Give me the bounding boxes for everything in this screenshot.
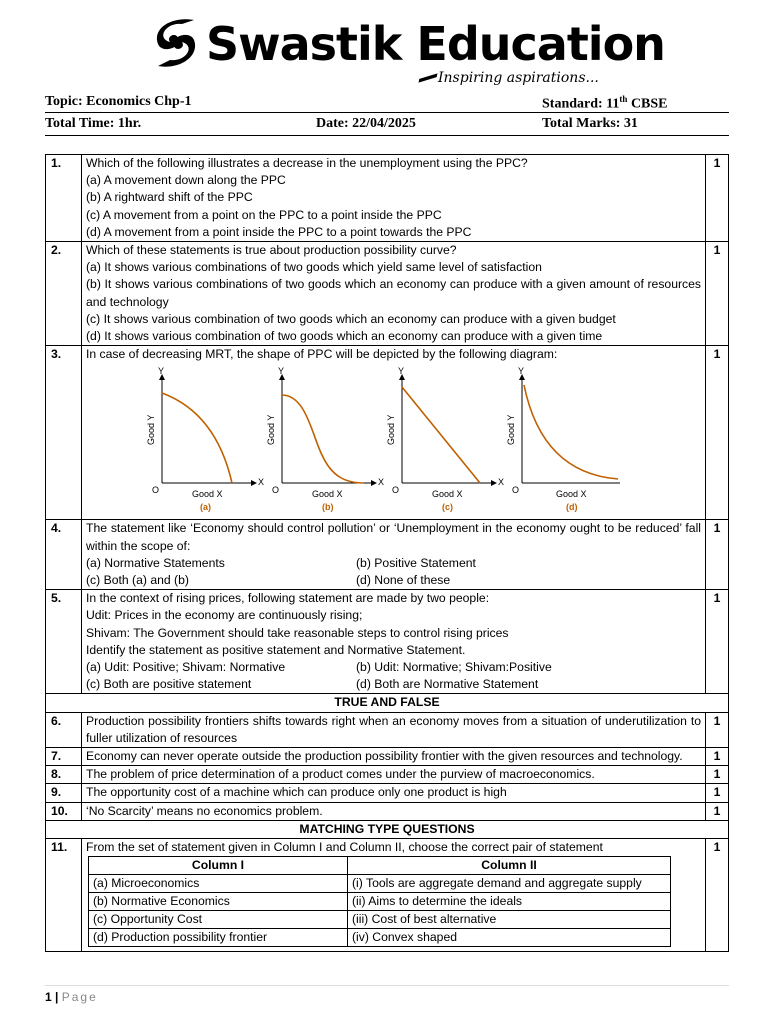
option: (d) It shows various combination of two goods which an economy can produce with a given time	[86, 329, 603, 344]
ppc-graph-c	[386, 366, 504, 512]
question-marks: 1	[706, 748, 729, 766]
question-marks: 1	[706, 766, 729, 784]
question-row	[46, 155, 729, 242]
graph-caption: (d)	[566, 502, 578, 513]
origin-label: O	[152, 485, 160, 496]
question-row	[46, 839, 729, 952]
good-y-label: Good Y	[146, 415, 156, 446]
question-number: 4.	[46, 520, 82, 590]
option: (c) A movement from a point on the PPC to a point inside the PPC	[86, 207, 442, 222]
question-row	[46, 242, 729, 346]
graph-caption: (b)	[322, 502, 334, 513]
svg-text:Good Y: Good Y	[506, 415, 516, 446]
date: Date: 22/04/2025	[316, 116, 416, 131]
svg-text:Y: Y	[278, 366, 285, 377]
column-header: Column I	[89, 857, 348, 875]
svg-text:O: O	[272, 485, 280, 496]
ppc-diagrams	[146, 365, 626, 515]
option: (a) A movement down along the PPC	[86, 173, 286, 188]
brand-logo	[148, 14, 665, 74]
header-divider-bottom	[45, 135, 729, 136]
question-marks: 1	[706, 784, 729, 802]
ppc-curve-c	[402, 387, 480, 483]
question-row	[46, 346, 729, 520]
page-number: 1	[45, 990, 52, 1004]
option: (c) Both (a) and (b)	[86, 573, 189, 588]
good-x-label: Good X	[192, 489, 223, 500]
question-body: The statement like ‘Economy should control pollution’ or ‘Unemployment in the economy ought to be reduced’ fall within the scope of: (a) Normative Statements (b) Positive Statement (c) Both (a) and (b) (d) None of these	[82, 520, 706, 590]
question-number: 9.	[46, 784, 82, 802]
question-row	[46, 766, 729, 784]
svg-text:Good X: Good X	[556, 489, 587, 500]
ppc-curve-b	[282, 395, 364, 483]
question-table	[45, 154, 729, 952]
footer-divider	[45, 985, 729, 986]
question-row	[46, 748, 729, 766]
question-body: The opportunity cost of a machine which can produce only one product is high	[82, 784, 706, 802]
svg-text:Good Y: Good Y	[386, 415, 396, 446]
table-row: (d) Production possibility frontier (iv) Convex shaped	[89, 929, 671, 947]
swirl-logo-icon	[148, 14, 204, 70]
option: (d) Both are Normative Statement	[356, 677, 539, 692]
option: (d) A movement from a point inside the PPC to a point towards the PPC	[86, 224, 472, 239]
ppc-graph-d	[506, 366, 620, 512]
question-body: Production possibility frontiers shifts towards right when an economy moves from a situation of underutilization to fuller utilization of resources	[82, 712, 706, 747]
question-row	[46, 520, 729, 590]
svg-text:Y: Y	[518, 366, 525, 377]
question-number: 1.	[46, 155, 82, 242]
graph-caption: (a)	[200, 502, 211, 513]
option: (c) It shows various combination of two goods which an economy can produce with a given budget	[86, 311, 616, 326]
question-number: 10.	[46, 802, 82, 820]
question-number: 11.	[46, 839, 82, 952]
ppc-graph-a	[146, 366, 264, 512]
section-row	[46, 694, 729, 712]
question-body: In the context of rising prices, following statement are made by two people: Udit: Prices in the economy are continuously rising; Shivam: The Government should take reasonable steps to control rising prices Identify the statement as positive statement and Normative Statement. (a) Udit: Positive; Shivam: Normative (b) Udit: Normative; Shivam:Positive (c) Both are positive statement (d) Both are Normative Statement	[82, 590, 706, 694]
brand-tagline: Inspiring aspirations...	[420, 70, 599, 86]
question-row	[46, 784, 729, 802]
question-marks: 1	[706, 802, 729, 820]
graph-caption: (c)	[442, 502, 453, 513]
axis-x-label: X	[258, 477, 265, 488]
question-row	[46, 590, 729, 694]
question-body: From the set of statement given in Column I and Column II, choose the correct pair of statement Column I Column II (a) Microeconomics (i) Tools are aggregate demand and aggregate supply (b) Normative Economics (ii) Aims to determine the ideals (c) Opportunity Cost (iii) Cost of best alternative (d) Production possibility frontier (iv) Convex shaped	[82, 839, 706, 952]
question-number: 2.	[46, 242, 82, 346]
total-marks: Total Marks: 31	[542, 116, 638, 131]
question-number: 7.	[46, 748, 82, 766]
table-row: (b) Normative Economics (ii) Aims to determine the ideals	[89, 893, 671, 911]
question-marks: 1	[706, 520, 729, 590]
option: (a) Udit: Positive; Shivam: Normative	[86, 660, 286, 675]
question-marks: 1	[706, 590, 729, 694]
svg-text:Y: Y	[398, 366, 405, 377]
question-body: ‘No Scarcity’ means no economics problem.	[82, 802, 706, 820]
section-row	[46, 820, 729, 838]
page-label: Page	[61, 990, 98, 1004]
question-marks: 1	[706, 155, 729, 242]
question-number: 8.	[46, 766, 82, 784]
section-title: TRUE AND FALSE	[46, 694, 729, 712]
question-body: Economy can never operate outside the production possibility frontier with the given resources and technology.	[82, 748, 706, 766]
option: (b) It shows various combinations of two goods which an economy can produce with a given amount of resources and technology	[86, 277, 701, 309]
column-header: Column II	[348, 857, 671, 875]
option: (d) None of these	[356, 573, 451, 588]
matching-table	[88, 856, 671, 947]
svg-text:X: X	[498, 477, 505, 488]
page-footer: 1 | Page	[45, 990, 98, 1004]
question-body: Which of the following illustrates a decrease in the unemployment using the PPC? (a) A movement down along the PPC (b) A rightward shift of the PPC (c) A movement from a point on the PPC to a point inside the PPC (d) A movement from a point inside the PPC to a point towards the PPC	[82, 155, 706, 242]
option: (a) It shows various combinations of two goods which yield same level of satisfaction	[86, 260, 542, 275]
question-marks: 1	[706, 346, 729, 520]
total-time: Total Time: 1hr.	[45, 116, 142, 131]
option: (b) A rightward shift of the PPC	[86, 190, 253, 205]
table-row: (a) Microeconomics (i) Tools are aggregate demand and aggregate supply	[89, 875, 671, 893]
question-marks: 1	[706, 242, 729, 346]
svg-text:O: O	[392, 485, 400, 496]
question-row	[46, 802, 729, 820]
axis-y-label: Y	[158, 366, 165, 377]
question-body: The problem of price determination of a product comes under the purview of macroeconomics.	[82, 766, 706, 784]
option: (b) Positive Statement	[356, 555, 476, 570]
question-number: 5.	[46, 590, 82, 694]
question-number: 3.	[46, 346, 82, 520]
question-marks: 1	[706, 712, 729, 747]
svg-text:Good X: Good X	[312, 489, 343, 500]
option: (c) Both are positive statement	[86, 677, 252, 692]
option: (a) Normative Statements	[86, 555, 225, 570]
question-row	[46, 712, 729, 747]
topic: Topic: Economics Chp-1	[45, 94, 192, 109]
question-body: In case of decreasing MRT, the shape of PPC will be depicted by the following diagram: Y X O Good Y Good X (a) Y X O Good Y Good X (b) Y X O Good Y Good X (c) Y O Good Y Good X (d)	[82, 346, 706, 520]
svg-text:O: O	[512, 485, 520, 496]
svg-text:Good X: Good X	[432, 489, 463, 500]
header-divider	[45, 112, 729, 113]
ppc-graph-b	[266, 366, 384, 512]
table-row: (c) Opportunity Cost (iii) Cost of best alternative	[89, 911, 671, 929]
standard: Standard: 11th CBSE	[542, 94, 668, 112]
question-number: 6.	[46, 712, 82, 747]
ppc-curve-d	[524, 385, 618, 479]
option: (b) Udit: Normative; Shivam:Positive	[356, 660, 552, 675]
brand-name: Swastik Education	[206, 17, 665, 71]
pen-icon	[419, 73, 438, 82]
svg-text:Good Y: Good Y	[266, 415, 276, 446]
question-body: Which of these statements is true about production possibility curve? (a) It shows various combinations of two goods which yield same level of satisfaction (b) It shows various combinations of two goods which an economy can produce with a given amount of resources and technology (c) It shows various combination of two goods which an economy can produce with a given budget (d) It shows various combination of two goods which an economy can produce with a given time	[82, 242, 706, 346]
question-marks: 1	[706, 839, 729, 952]
section-title: MATCHING TYPE QUESTIONS	[46, 820, 729, 838]
svg-text:X: X	[378, 477, 385, 488]
ppc-curve-a	[162, 393, 232, 483]
